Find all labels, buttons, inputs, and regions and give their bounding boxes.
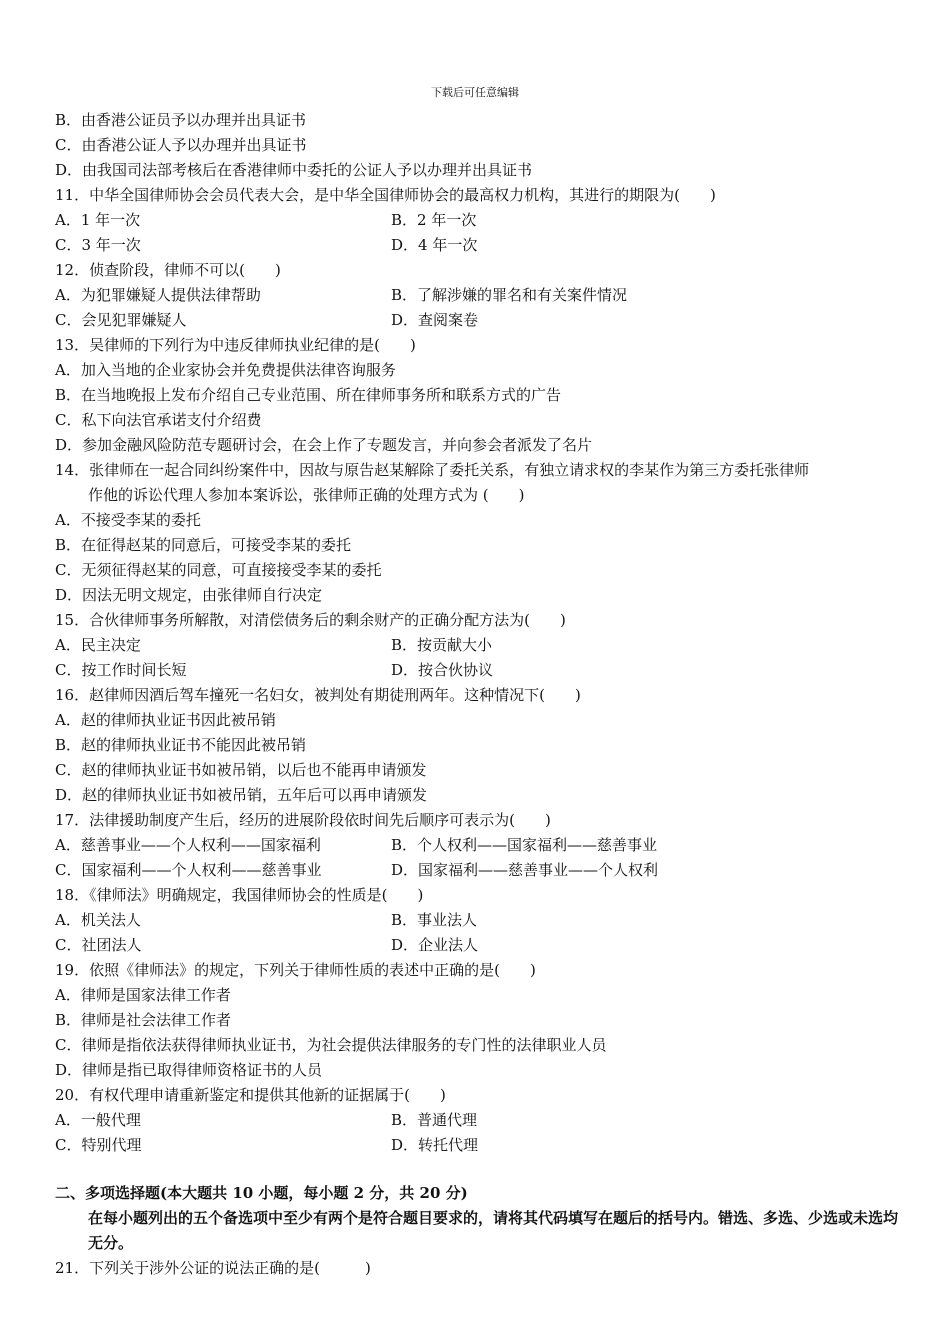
option-row bbox=[55, 833, 900, 858]
option-item: C．无须征得赵某的同意，可直接接受李某的委托 bbox=[55, 561, 382, 579]
exam-content bbox=[55, 108, 900, 1281]
section-title: 二、多项选择题(本大题共 10 小题，每小题 2 分，共 20 分) bbox=[55, 1184, 468, 1202]
option-row bbox=[55, 283, 900, 308]
option-item: B．个人权利——国家福利——慈善事业 bbox=[391, 836, 658, 854]
option-item: B．在征得赵某的同意后，可接受李某的委托 bbox=[55, 536, 352, 554]
option-item: A．机关法人 bbox=[55, 911, 141, 929]
option-item: D．企业法人 bbox=[391, 936, 479, 954]
question-stem: 19．依照《律师法》的规定，下列关于律师性质的表述中正确的是( ) bbox=[55, 961, 536, 979]
option-item: A．民主决定 bbox=[55, 636, 141, 654]
option-item: A．一般代理 bbox=[55, 1111, 141, 1129]
option-row bbox=[55, 1108, 900, 1133]
option-item: C．会见犯罪嫌疑人 bbox=[55, 311, 187, 329]
option-item: B．按贡献大小 bbox=[391, 636, 493, 654]
option-item: C．私下向法官承诺支付介绍费 bbox=[55, 411, 262, 429]
question-stem: 17．法律援助制度产生后，经历的进展阶段依时间先后顺序可表示为( ) bbox=[55, 811, 551, 829]
option-item: D．转托代理 bbox=[391, 1136, 479, 1154]
option-item: D．赵的律师执业证书如被吊销，五年后可以再申请颁发 bbox=[55, 786, 428, 804]
section-gap bbox=[55, 1158, 900, 1181]
question-stem: 15．合伙律师事务所解散，对清偿债务后的剩余财产的正确分配方法为( ) bbox=[55, 611, 566, 629]
option-row bbox=[55, 1133, 900, 1158]
option-item: A．为犯罪嫌疑人提供法律帮助 bbox=[55, 286, 261, 304]
option-item: A．律师是国家法律工作者 bbox=[55, 986, 231, 1004]
option-row bbox=[55, 908, 900, 933]
option-item: A．1 年一次 bbox=[55, 211, 141, 229]
option-item: B．赵的律师执业证书不能因此被吊销 bbox=[55, 736, 307, 754]
option-item: B．了解涉嫌的罪名和有关案件情况 bbox=[391, 286, 628, 304]
question-stem-continued: 作他的诉讼代理人参加本案诉讼，张律师正确的处理方式为 ( ) bbox=[88, 486, 525, 504]
option-item: D．按合伙协议 bbox=[391, 661, 494, 679]
option-item: C．赵的律师执业证书如被吊销，以后也不能再申请颁发 bbox=[55, 761, 427, 779]
option-item: C．特别代理 bbox=[55, 1136, 142, 1154]
option-row bbox=[55, 208, 900, 233]
option-item: B．由香港公证员予以办理并出具证书 bbox=[55, 111, 307, 129]
question-stem: 21．下列关于涉外公证的说法正确的是( ) bbox=[55, 1259, 371, 1277]
option-row bbox=[55, 933, 900, 958]
option-item: B．律师是社会法律工作者 bbox=[55, 1011, 232, 1029]
option-item: A．加入当地的企业家协会并免费提供法律咨询服务 bbox=[55, 361, 396, 379]
option-item: D．4 年一次 bbox=[391, 236, 478, 254]
option-item: C．按工作时间长短 bbox=[55, 661, 187, 679]
option-row bbox=[55, 233, 900, 258]
question-stem: 16．赵律师因酒后驾车撞死一名妇女，被判处有期徒刑两年。这种情况下( ) bbox=[55, 686, 581, 704]
question-stem: 20．有权代理申请重新鉴定和提供其他新的证据属于( ) bbox=[55, 1086, 446, 1104]
option-item: B．2 年一次 bbox=[391, 211, 477, 229]
option-row bbox=[55, 858, 900, 883]
option-item: D．由我国司法部考核后在香港律师中委托的公证人予以办理并出具证书 bbox=[55, 161, 533, 179]
question-stem: 11．中华全国律师协会会员代表大会，是中华全国律师协会的最高权力机构，其进行的期限为( ) bbox=[55, 186, 716, 204]
option-item: B．在当地晚报上发布介绍自己专业范围、所在律师事务所和联系方式的广告 bbox=[55, 386, 562, 404]
option-item: A．不接受李某的委托 bbox=[55, 511, 201, 529]
option-item: C．3 年一次 bbox=[55, 236, 141, 254]
option-item: D．律师是指已取得律师资格证书的人员 bbox=[55, 1061, 323, 1079]
question-list bbox=[55, 108, 900, 1158]
option-item: D．参加金融风险防范专题研讨会，在会上作了专题发言，并向参会者派发了名片 bbox=[55, 436, 593, 454]
option-item: D．查阅案卷 bbox=[391, 311, 479, 329]
option-item: C．律师是指依法获得律师执业证书，为社会提供法律服务的专门性的法律职业人员 bbox=[55, 1036, 607, 1054]
option-item: B．普通代理 bbox=[391, 1111, 478, 1129]
question-stem: 18．《律师法》明确规定，我国律师协会的性质是( ) bbox=[55, 886, 424, 904]
question-stem: 13．吴律师的下列行为中违反律师执业纪律的是( ) bbox=[55, 336, 416, 354]
question-stem: 14．张律师在一起合同纠纷案件中，因故与原告赵某解除了委托关系，有独立请求权的李某作为第三方委托张律师 bbox=[55, 461, 810, 479]
option-item: A．慈善事业——个人权利——国家福利 bbox=[55, 836, 321, 854]
option-row bbox=[55, 633, 900, 658]
option-item: D．因法无明文规定，由张律师自行决定 bbox=[55, 586, 323, 604]
option-item: C．由香港公证人予以办理并出具证书 bbox=[55, 136, 307, 154]
section-instruction: 在每小题列出的五个备选项中至少有两个是符合题目要求的，请将其代码填写在题后的括号内。错选、多选、少选或未选均无分。 bbox=[88, 1209, 899, 1252]
option-row bbox=[55, 658, 900, 683]
option-item: C．国家福利——个人权利——慈善事业 bbox=[55, 861, 322, 879]
option-item: A．赵的律师执业证书因此被吊销 bbox=[55, 711, 276, 729]
option-item: D．国家福利——慈善事业——个人权利 bbox=[391, 861, 659, 879]
option-item: C．社团法人 bbox=[55, 936, 142, 954]
question-stem: 12．侦查阶段，律师不可以( ) bbox=[55, 261, 281, 279]
option-item: B．事业法人 bbox=[391, 911, 478, 929]
option-row bbox=[55, 308, 900, 333]
page-header: 下载后可任意编辑 bbox=[431, 86, 519, 99]
